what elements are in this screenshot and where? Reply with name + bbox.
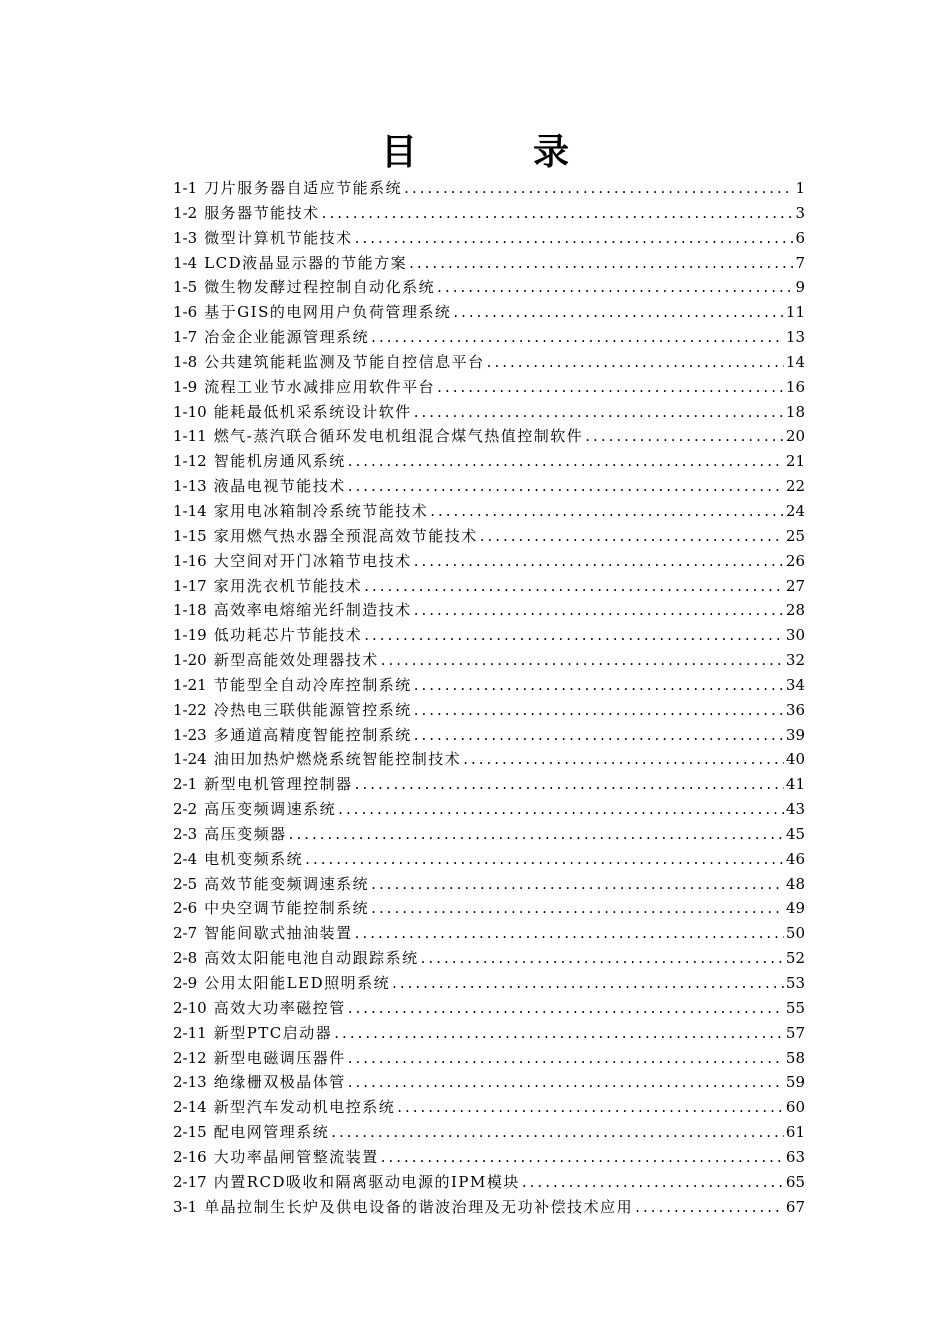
toc-entry[interactable] [173, 251, 805, 276]
toc-entry-page: 27 [785, 576, 805, 595]
toc-entry[interactable] [173, 623, 805, 648]
toc-entry-page: 58 [785, 1048, 805, 1067]
toc-entry[interactable] [173, 896, 805, 921]
toc-leader-dots [421, 946, 784, 971]
toc-entry[interactable] [173, 698, 805, 723]
toc-entry-page: 16 [785, 377, 805, 396]
toc-entry-page: 36 [785, 700, 805, 719]
toc-entry-title: 家用燃气热水器全预混高效节能技术 [213, 526, 478, 545]
toc-entry-number: 2-8 [173, 949, 198, 968]
toc-entry[interactable] [173, 424, 805, 449]
toc-entry-number: 1-5 [173, 278, 198, 297]
toc-entry-page: 39 [785, 725, 805, 744]
toc-leader-dots [371, 872, 784, 897]
toc-entry-title: 高效太阳能电池自动跟踪系统 [204, 949, 419, 968]
toc-entry-number: 2-1 [173, 775, 198, 794]
toc-entry-title: 高效率电熔缩光纤制造技术 [213, 601, 412, 620]
toc-entry-page: 49 [785, 899, 805, 918]
toc-entry-number: 2-17 [173, 1172, 207, 1191]
toc-leader-dots [409, 251, 793, 276]
toc-entry-page: 60 [785, 1098, 805, 1117]
toc-leader-dots [414, 400, 784, 425]
toc-entry-number: 1-22 [173, 700, 207, 719]
toc-leader-dots [430, 499, 784, 524]
toc-entry-page: 7 [795, 253, 805, 272]
toc-leader-dots [364, 574, 784, 599]
toc-leader-dots [305, 847, 784, 872]
toc-leader-dots [414, 698, 784, 723]
toc-leader-dots [585, 424, 784, 449]
toc-entry[interactable] [173, 524, 805, 549]
toc-entry-number: 2-15 [173, 1123, 207, 1142]
toc-entry-number: 2-2 [173, 800, 198, 819]
toc-leader-dots [364, 623, 784, 648]
toc-leader-dots [480, 524, 784, 549]
toc-leader-dots [487, 350, 784, 375]
toc-entry-title: 油田加热炉燃烧系统智能控制技术 [213, 750, 462, 769]
toc-entry-number: 2-16 [173, 1147, 207, 1166]
toc-leader-dots [414, 723, 784, 748]
toc-entry-page: 59 [785, 1073, 805, 1092]
toc-entry-page: 65 [785, 1172, 805, 1191]
toc-entry-title: 能耗最低机采系统设计软件 [213, 402, 412, 421]
toc-leader-dots [338, 797, 784, 822]
toc-entry-number: 1-10 [173, 402, 207, 421]
toc-entry-page: 52 [785, 949, 805, 968]
toc-leader-dots [522, 1170, 784, 1195]
toc-entry-page: 46 [785, 849, 805, 868]
toc-entry-number: 1-3 [173, 228, 198, 247]
toc-entry-number: 2-13 [173, 1073, 207, 1092]
toc-entry-page: 25 [785, 526, 805, 545]
toc-entry[interactable] [173, 1021, 805, 1046]
toc-leader-dots [348, 474, 784, 499]
toc-entry-number: 2-5 [173, 874, 198, 893]
toc-entry-number: 1-13 [173, 477, 207, 496]
toc-entry-title: 基于GIS的电网用户负荷管理系统 [204, 303, 452, 322]
toc-entry[interactable] [173, 474, 805, 499]
toc-entry-number: 1-20 [173, 651, 207, 670]
toc-entry-page: 1 [795, 179, 805, 197]
toc-entry[interactable] [173, 822, 805, 847]
toc-entry-number: 1-24 [173, 750, 207, 769]
toc-leader-dots [404, 176, 793, 201]
toc-entry-page: 63 [785, 1147, 805, 1166]
toc-entry-page: 61 [785, 1123, 805, 1142]
toc-entry-title: 家用洗衣机节能技术 [213, 576, 363, 595]
toc-entry[interactable] [173, 946, 805, 971]
toc-entry-title: 新型高能效处理器技术 [213, 651, 379, 670]
toc-entry[interactable] [173, 723, 805, 748]
toc-entry-number: 2-10 [173, 998, 207, 1017]
toc-entry-number: 3-1 [173, 1197, 198, 1216]
toc-leader-dots [348, 1070, 784, 1095]
toc-entry-number: 1-15 [173, 526, 207, 545]
toc-leader-dots [414, 673, 784, 698]
toc-entry[interactable] [173, 226, 805, 251]
toc-entry-title: 家用电冰箱制冷系统节能技术 [213, 501, 429, 520]
toc-entry-page: 41 [785, 775, 805, 794]
toc-leader-dots [334, 1021, 784, 1046]
toc-entry-page: 55 [785, 998, 805, 1017]
toc-entry-title: 冷热电三联供能源管控系统 [213, 700, 412, 719]
toc-entry[interactable] [173, 1070, 805, 1095]
page-title: 目 录 [380, 132, 609, 173]
toc-entry-number: 2-6 [173, 899, 198, 918]
toc-entry-page: 30 [785, 626, 805, 645]
toc-entry[interactable] [173, 350, 805, 375]
toc-entry-number: 1-23 [173, 725, 207, 744]
toc-entry[interactable] [173, 275, 805, 300]
toc-entry-page: 45 [785, 824, 805, 843]
toc-entry-title: 新型PTC启动器 [213, 1023, 333, 1042]
toc-entry[interactable] [173, 772, 805, 797]
toc-entry-title: 大空间对开门冰箱节电技术 [213, 551, 412, 570]
toc-entry[interactable] [173, 400, 805, 425]
toc-entry[interactable] [173, 449, 805, 474]
toc-leader-dots [371, 896, 784, 921]
toc-entry-title: 高效节能变频调速系统 [204, 874, 370, 893]
toc-entry-number: 2-3 [173, 824, 198, 843]
toc-entry-page: 20 [785, 427, 805, 446]
toc-entry-title: 公共建筑能耗监测及节能自控信息平台 [204, 352, 485, 371]
toc-entry-page: 9 [795, 278, 805, 297]
toc-leader-dots [371, 325, 784, 350]
toc-leader-dots [397, 1095, 784, 1120]
toc-leader-dots [392, 971, 784, 996]
toc-entry-number: 2-7 [173, 924, 198, 943]
toc-entry-number: 2-4 [173, 849, 198, 868]
toc-entry[interactable] [173, 648, 805, 673]
toc-entry-page: 34 [785, 675, 805, 694]
toc-entry[interactable] [173, 598, 805, 623]
toc-entry-number: 2-11 [173, 1023, 207, 1042]
toc-leader-dots [355, 921, 784, 946]
toc-entry-page: 18 [785, 402, 805, 421]
toc-entry[interactable] [173, 574, 805, 599]
toc-leader-dots [437, 375, 784, 400]
toc-entry-page: 28 [785, 601, 805, 620]
toc-entry[interactable] [173, 1120, 805, 1145]
toc-entry-number: 1-19 [173, 626, 207, 645]
toc-entry[interactable] [173, 1095, 805, 1120]
toc-entry[interactable] [173, 971, 805, 996]
toc-entry-page: 26 [785, 551, 805, 570]
toc-entry[interactable] [173, 1046, 805, 1071]
toc-entry-number: 1-12 [173, 452, 207, 471]
toc-entry-title: 高压变频调速系统 [204, 800, 337, 819]
toc-entry-title: 智能机房通风系统 [213, 452, 346, 471]
toc-entry-title: 新型汽车发动机电控系统 [213, 1098, 396, 1117]
toc-entry-title: 多通道高精度智能控制系统 [213, 725, 412, 744]
toc-entry-page: 22 [785, 477, 805, 496]
toc-leader-dots [453, 300, 784, 325]
toc-entry-title: 配电网管理系统 [213, 1123, 330, 1142]
table-of-contents [173, 176, 805, 1219]
toc-leader-dots [355, 772, 784, 797]
toc-entry-page: 32 [785, 651, 805, 670]
toc-leader-dots [381, 1145, 784, 1170]
toc-entry[interactable] [173, 872, 805, 897]
toc-leader-dots [331, 1120, 784, 1145]
toc-entry-page: 48 [785, 874, 805, 893]
toc-entry[interactable] [173, 797, 805, 822]
toc-leader-dots [437, 275, 793, 300]
toc-entry-title: 单晶拉制生长炉及供电设备的谐波治理及无功补偿技术应用 [204, 1197, 634, 1216]
toc-entry-number: 2-14 [173, 1098, 207, 1117]
toc-entry-page: 13 [785, 328, 805, 347]
toc-entry-title: 流程工业节水减排应用软件平台 [204, 377, 436, 396]
toc-entry[interactable] [173, 1145, 805, 1170]
toc-entry-number: 1-1 [173, 179, 198, 197]
toc-leader-dots [414, 549, 784, 574]
toc-entry-title: 大功率晶闸管整流装置 [213, 1147, 379, 1166]
toc-entry[interactable] [173, 201, 805, 226]
toc-entry-title: 公用太阳能LED照明系统 [204, 974, 391, 992]
toc-entry-title: 服务器节能技术 [204, 203, 320, 222]
toc-entry-title: 内置RCD吸收和隔离驱动电源的IPM模块 [213, 1172, 520, 1191]
toc-leader-dots [463, 747, 784, 772]
toc-entry-title: 液晶电视节能技术 [213, 477, 346, 496]
toc-entry-title: 冶金企业能源管理系统 [204, 328, 370, 347]
toc-entry-number: 1-14 [173, 501, 207, 520]
toc-entry[interactable] [173, 921, 805, 946]
toc-entry-page: 3 [795, 203, 805, 222]
toc-entry[interactable] [173, 375, 805, 400]
toc-entry-title: 智能间歇式抽油装置 [204, 924, 353, 943]
toc-entry[interactable] [173, 1170, 805, 1195]
toc-leader-dots [414, 598, 784, 623]
toc-entry[interactable] [173, 747, 805, 772]
toc-entry-title: 节能型全自动冷库控制系统 [213, 675, 412, 694]
toc-entry[interactable] [173, 325, 805, 350]
toc-entry-title: 高压变频器 [204, 824, 287, 843]
toc-entry-title: 绝缘栅双极晶体管 [213, 1073, 346, 1092]
toc-entry-number: 1-8 [173, 352, 198, 371]
toc-entry-title: 高效大功率磁控管 [213, 998, 346, 1017]
toc-entry-title: 电机变频系统 [204, 849, 304, 868]
toc-entry-page: 57 [785, 1023, 805, 1042]
toc-leader-dots [635, 1195, 784, 1220]
toc-entry-title: 刀片服务器自适应节能系统 [204, 179, 403, 197]
toc-entry-title: 中央空调节能控制系统 [204, 899, 370, 918]
toc-entry[interactable] [173, 499, 805, 524]
toc-entry-page: 21 [785, 452, 805, 471]
toc-entry-page: 14 [785, 352, 805, 371]
toc-entry-number: 1-21 [173, 675, 207, 694]
toc-entry-title: 低功耗芯片节能技术 [213, 626, 363, 645]
toc-entry-title: LCD液晶显示器的节能方案 [204, 253, 408, 272]
toc-entry[interactable] [173, 300, 805, 325]
toc-entry-title: 燃气-蒸汽联合循环发电机组混合煤气热值控制软件 [213, 427, 584, 446]
toc-entry-number: 1-7 [173, 328, 198, 347]
toc-entry-page: 11 [785, 303, 805, 322]
toc-entry[interactable] [173, 847, 805, 872]
toc-entry-number: 1-18 [173, 601, 207, 620]
toc-entry-number: 1-9 [173, 377, 198, 396]
toc-entry-number: 1-2 [173, 203, 198, 222]
toc-entry-number: 1-17 [173, 576, 207, 595]
toc-entry[interactable] [173, 673, 805, 698]
toc-entry[interactable] [173, 1195, 805, 1220]
toc-entry-title: 微型计算机节能技术 [204, 228, 353, 247]
toc-leader-dots [355, 226, 794, 251]
toc-entry-title: 新型电磁调压器件 [213, 1048, 346, 1067]
toc-entry[interactable] [173, 996, 805, 1021]
toc-entry[interactable] [173, 549, 805, 574]
toc-entry-title: 微生物发酵过程控制自动化系统 [204, 278, 436, 297]
toc-leader-dots [322, 201, 794, 226]
toc-entry-number: 2-9 [173, 974, 198, 992]
toc-entry[interactable] [173, 176, 805, 201]
toc-leader-dots [381, 648, 784, 673]
toc-entry-number: 1-4 [173, 253, 198, 272]
toc-entry-page: 6 [795, 228, 805, 247]
toc-entry-number: 1-16 [173, 551, 207, 570]
toc-entry-page: 50 [785, 924, 805, 943]
toc-entry-title: 新型电机管理控制器 [204, 775, 353, 794]
toc-leader-dots [348, 449, 784, 474]
toc-entry-page: 24 [785, 501, 805, 520]
toc-leader-dots [348, 1046, 784, 1071]
toc-entry-number: 2-12 [173, 1048, 207, 1067]
toc-entry-page: 67 [785, 1197, 805, 1216]
toc-leader-dots [348, 996, 784, 1021]
toc-entry-number: 1-11 [173, 427, 207, 446]
toc-entry-number: 1-6 [173, 303, 198, 322]
toc-entry-page: 53 [785, 974, 805, 992]
toc-entry-page: 40 [785, 750, 805, 769]
toc-entry-page: 43 [785, 800, 805, 819]
toc-leader-dots [289, 822, 784, 847]
